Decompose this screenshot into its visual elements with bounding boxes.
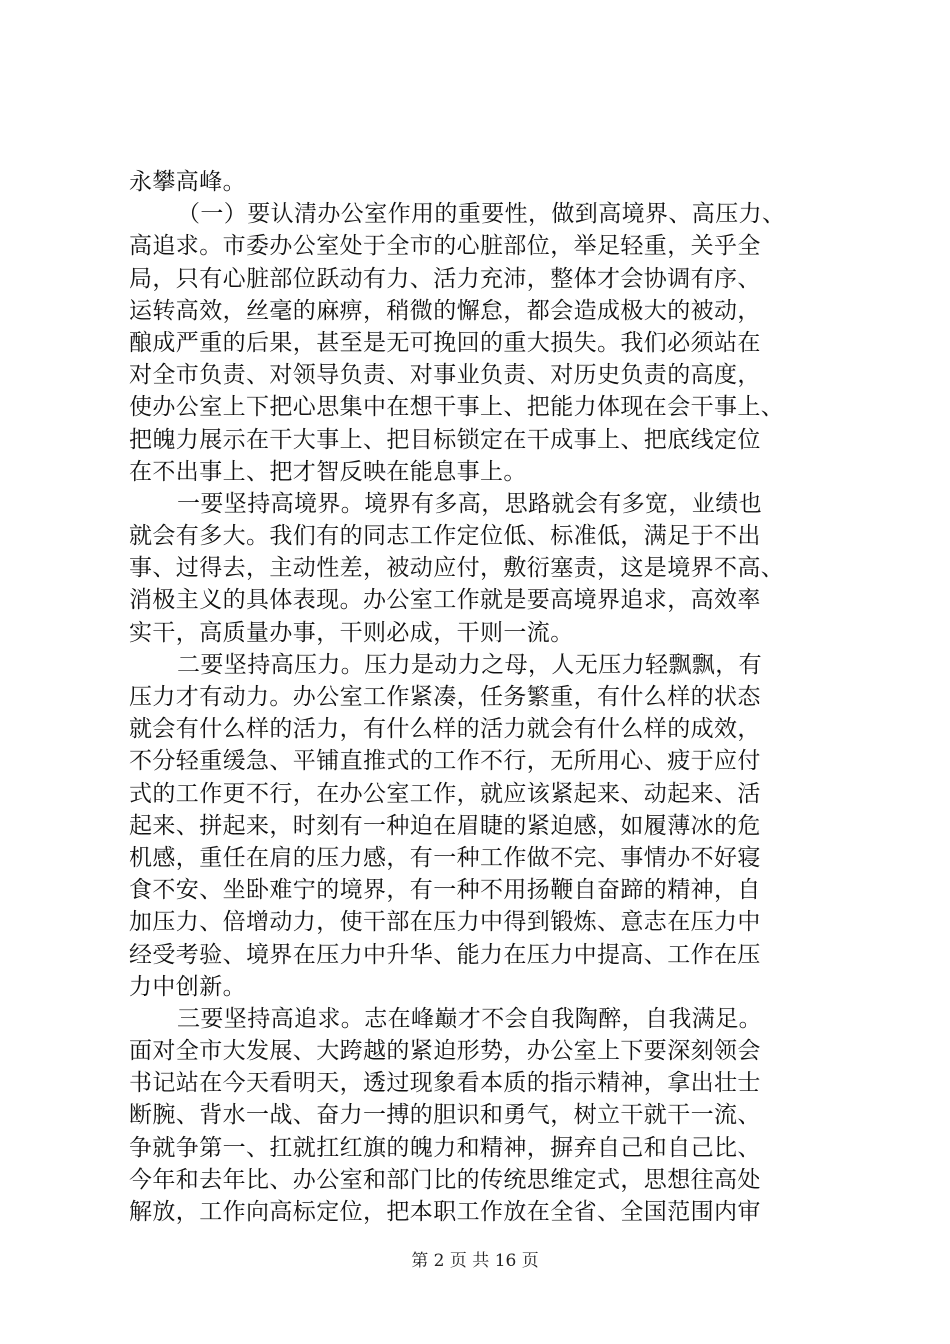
text-line: 实干，高质量办事，干则必成，干则一流。	[129, 619, 574, 646]
text-line: 今年和去年比、办公室和部门比的传统思维定式，思想往高处	[129, 1166, 761, 1193]
text-line: 永攀高峰。	[129, 169, 246, 195]
paragraph-first-line: 二要坚持高压力。压力是动力之母，人无压力轻飘飘，有	[177, 651, 762, 678]
page-footer: 第 2 页 共 16 页	[411, 1251, 539, 1271]
text-line: 争就争第一、扛就扛红旗的魄力和精神，摒弃自己和自己比、	[129, 1134, 761, 1161]
text-line: 解放，工作向高标定位，把本职工作放在全省、全国范围内审	[129, 1199, 761, 1225]
text-line: 食不安、坐卧难宁的境界，有一种不用扬鞭自奋蹄的精神，自	[129, 877, 761, 904]
text-line: 式的工作更不行，在办公室工作，就应该紧起来、动起来、活	[129, 780, 761, 807]
text-line: 在不出事上、把才智反映在能息事上。	[129, 458, 527, 485]
document-body	[129, 166, 829, 1228]
text-line: 书记站在今天看明天，透过现象看本质的指示精神，拿出壮士	[129, 1070, 761, 1097]
text-line: 就会有多大。我们有的同志工作定位低、标准低，满足于不出	[129, 523, 761, 550]
text-line: 运转高效，丝毫的麻痹，稍微的懈怠，都会造成极大的被动，	[129, 297, 761, 324]
text-line: 压力才有动力。办公室工作紧凑，任务繁重，有什么样的状态	[129, 684, 761, 710]
paragraph-first-line: 一要坚持高境界。境界有多高，思路就会有多宽，业绩也	[177, 490, 762, 517]
text-line: 使办公室上下把心思集中在想干事上、把能力体现在会干事上、	[129, 394, 785, 421]
text-line: 不分轻重缓急、平铺直推式的工作不行，无所用心、疲于应付	[129, 748, 761, 775]
paragraph-first-line: 三要坚持高追求。志在峰巅才不会自我陶醉，自我满足。	[177, 1005, 762, 1032]
text-line: 机感，重任在肩的压力感，有一种工作做不完、事情办不好寝	[129, 844, 761, 871]
text-line: 断腕、背水一战、奋力一搏的胆识和勇气，树立干就干一流、	[129, 1102, 761, 1129]
paragraph-first-line: （一）要认清办公室作用的重要性，做到高境界、高压力、	[177, 201, 786, 228]
text-line: 局，只有心脏部位跃动有力、活力充沛，整体才会协调有序、	[129, 265, 761, 292]
text-line: 对全市负责、对领导负责、对事业负责、对历史负责的高度，	[129, 362, 761, 389]
text-line: 面对全市大发展、大跨越的紧迫形势，办公室上下要深刻领会	[129, 1038, 761, 1065]
text-line: 高追求。市委办公室处于全市的心脏部位，举足轻重，关乎全	[129, 233, 761, 260]
text-line: 把魄力展示在干大事上、把目标锁定在干成事上、把底线定位	[129, 426, 761, 453]
text-line: 酿成严重的后果，甚至是无可挽回的重大损失。我们必须站在	[129, 329, 761, 356]
text-line: 事、过得去，主动性差，被动应付，敷衍塞责，这是境界不高、	[129, 555, 785, 582]
text-line: 力中创新。	[129, 973, 246, 1000]
text-line: 经受考验、境界在压力中升华、能力在压力中提高、工作在压	[129, 941, 761, 968]
text-line: 加压力、倍增动力，使干部在压力中得到锻炼、意志在压力中	[129, 909, 761, 936]
text-line: 就会有什么样的活力，有什么样的活力就会有什么样的成效，	[129, 716, 761, 743]
text-line: 起来、拼起来，时刻有一种迫在眉睫的紧迫感，如履薄冰的危	[129, 812, 761, 839]
text-line: 消极主义的具体表现。办公室工作就是要高境界追求，高效率	[129, 587, 761, 614]
